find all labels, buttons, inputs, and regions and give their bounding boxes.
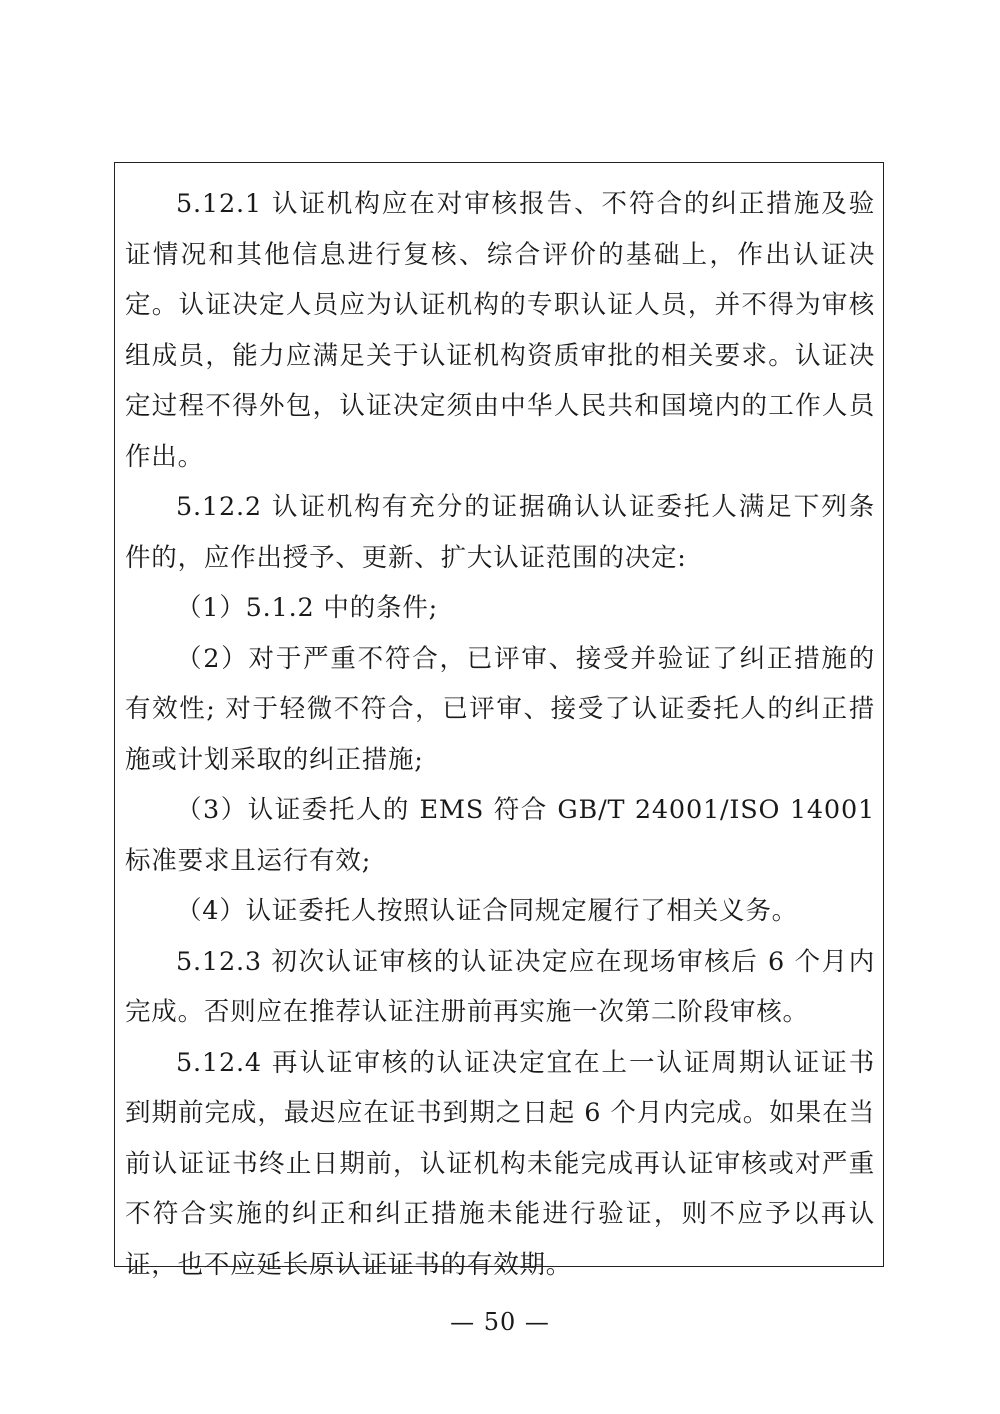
condition-item-4: （4）认证委托人按照认证合同规定履行了相关义务。 bbox=[176, 896, 798, 926]
page-number: — 50 — bbox=[450, 1308, 550, 1336]
condition-item-2: （2）对于严重不符合，已评审、接受并验证了纠正措施的有效性; 对于轻微不符合，已评审、接受了认证委托人的纠正措施或计划采取的纠正措施; bbox=[125, 643, 875, 775]
clause-5-12-1: 5.12.1 认证机构应在对审核报告、不符合的纠正措施及验证情况和其他信息进行复核、综合评价的基础上，作出认证决定。认证决定人员应为认证机构的专职认证人员，并不得为审核组成员，能力应满足关于认证机构资质审批的相关要求。认证决定过程不得外包，认证决定须由中华人民共和国境内的工作人员作出。 bbox=[125, 189, 875, 472]
clause-5-12-4: 5.12.4 再认证审核的认证决定宜在上一认证周期认证证书到期前完成，最迟应在证书到期之日起 6 个月内完成。如果在当前认证证书终止日期前，认证机构未能完成再认证审核或对严重不符合实施的纠正和纠正措施未能进行验证，则不应予以再认证，也不应延长原认证证书的有效期。 bbox=[125, 1047, 875, 1280]
clause-5-12-3: 5.12.3 初次认证审核的认证决定应在现场审核后 6 个月内完成。否则应在推荐认证注册前再实施一次第二阶段审核。 bbox=[125, 946, 875, 1027]
content-frame bbox=[114, 162, 884, 1280]
condition-item-3: （3）认证委托人的 EMS 符合 GB/T 24001/ISO 14001 标准要求且运行有效; bbox=[125, 795, 875, 876]
document-body bbox=[125, 179, 875, 1290]
clause-5-12-2: 5.12.2 认证机构有充分的证据确认认证委托人满足下列条件的，应作出授予、更新、扩大认证范围的决定: bbox=[125, 492, 875, 573]
condition-item-1: （1）5.1.2 中的条件; bbox=[176, 593, 439, 623]
